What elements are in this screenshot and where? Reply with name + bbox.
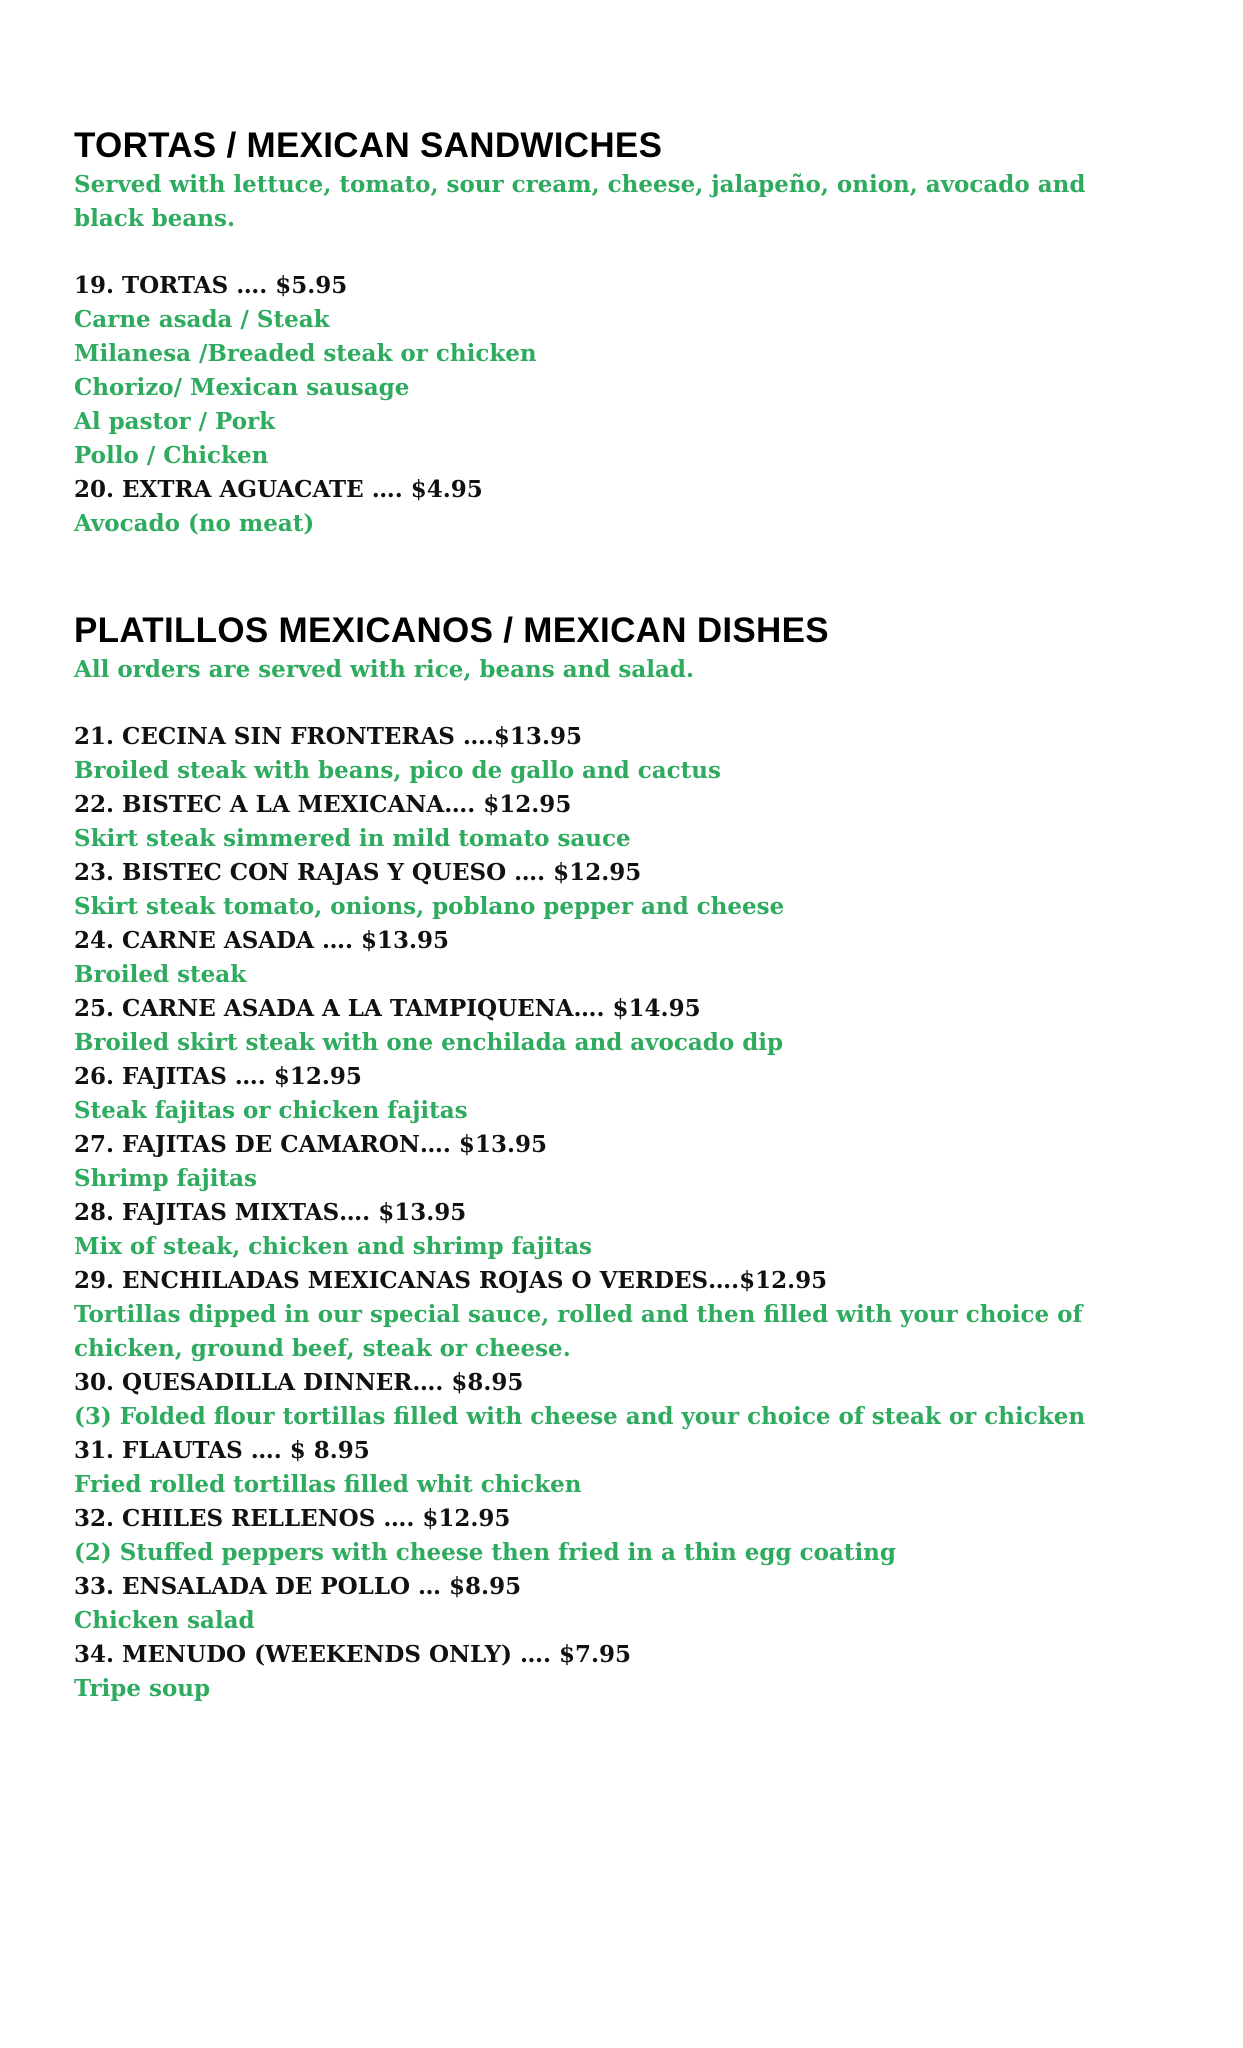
section-heading-tortas: TORTAS / MEXICAN SANDWICHES bbox=[74, 126, 663, 165]
menu-item-title: 29. ENCHILADAS MEXICANAS ROJAS O VERDES….$12.95 bbox=[74, 1267, 828, 1294]
menu-item-description: Fried rolled tortillas filled whit chicken bbox=[74, 1471, 582, 1498]
menu-item-title: 21. CECINA SIN FRONTERAS ….$13.95 bbox=[74, 723, 582, 750]
menu-item-title: 28. FAJITAS MIXTAS…. $13.95 bbox=[74, 1199, 467, 1226]
menu-item-description: Tortillas dipped in our special sauce, rolled and then filled with your choice of chicken, ground beef, steak or cheese. bbox=[74, 1301, 1083, 1362]
menu-item-description: Broiled steak with beans, pico de gallo and cactus bbox=[74, 757, 721, 784]
menu-item-description: Carne asada / Steak bbox=[74, 306, 330, 333]
menu-item-description: Milanesa /Breaded steak or chicken bbox=[74, 340, 537, 367]
menu-page bbox=[74, 124, 1174, 1706]
menu-item-title: 24. CARNE ASADA …. $13.95 bbox=[74, 927, 449, 954]
menu-item-title: 34. MENUDO (WEEKENDS ONLY) …. $7.95 bbox=[74, 1641, 632, 1668]
menu-item-title: 20. EXTRA AGUACATE …. $4.95 bbox=[74, 476, 483, 503]
menu-item-title: 33. ENSALADA DE POLLO … $8.95 bbox=[74, 1573, 522, 1600]
section-intro-platillos: All orders are served with rice, beans and salad. bbox=[74, 656, 695, 683]
menu-item-title: 27. FAJITAS DE CAMARON…. $13.95 bbox=[74, 1131, 547, 1158]
menu-item-description: Chicken salad bbox=[74, 1607, 255, 1634]
menu-item-title: 30. QUESADILLA DINNER…. $8.95 bbox=[74, 1369, 524, 1396]
menu-item-description: Avocado (no meat) bbox=[74, 510, 315, 537]
menu-item-description: (2) Stuffed peppers with cheese then fried in a thin egg coating bbox=[74, 1539, 896, 1566]
menu-item-title: 32. CHILES RELLENOS …. $12.95 bbox=[74, 1505, 511, 1532]
menu-item-title: 22. BISTEC A LA MEXICANA…. $12.95 bbox=[74, 791, 572, 818]
menu-item-description: Al pastor / Pork bbox=[74, 408, 276, 435]
menu-item-description: Broiled skirt steak with one enchilada and avocado dip bbox=[74, 1029, 784, 1056]
menu-item-description: Tripe soup bbox=[74, 1675, 211, 1702]
menu-item-description: Shrimp fajitas bbox=[74, 1165, 257, 1192]
section-heading-platillos: PLATILLOS MEXICANOS / MEXICAN DISHES bbox=[74, 611, 829, 650]
menu-item-title: 25. CARNE ASADA A LA TAMPIQUENA…. $14.95 bbox=[74, 995, 701, 1022]
tortas-items bbox=[74, 269, 1174, 541]
menu-item-description: Pollo / Chicken bbox=[74, 442, 269, 469]
menu-item-description: Skirt steak tomato, onions, poblano pepper and cheese bbox=[74, 893, 785, 920]
menu-item-description: Mix of steak, chicken and shrimp fajitas bbox=[74, 1233, 592, 1260]
menu-item-title: 23. BISTEC CON RAJAS Y QUESO …. $12.95 bbox=[74, 859, 642, 886]
menu-item-title: 26. FAJITAS …. $12.95 bbox=[74, 1063, 362, 1090]
menu-item-title: 31. FLAUTAS …. $ 8.95 bbox=[74, 1437, 370, 1464]
menu-item-description: Chorizo/ Mexican sausage bbox=[74, 374, 410, 401]
section-platillos bbox=[74, 609, 1174, 1706]
platillos-items bbox=[74, 720, 1174, 1706]
menu-item-description: Broiled steak bbox=[74, 961, 247, 988]
menu-item-description: (3) Folded flour tortillas filled with cheese and your choice of steak or chicken bbox=[74, 1403, 1086, 1430]
menu-item-description: Skirt steak simmered in mild tomato sauce bbox=[74, 825, 631, 852]
section-tortas bbox=[74, 124, 1174, 541]
menu-item-description: Steak fajitas or chicken fajitas bbox=[74, 1097, 468, 1124]
section-intro-tortas: Served with lettuce, tomato, sour cream, cheese, jalapeño, onion, avocado and black beans. bbox=[74, 171, 1086, 232]
menu-item-title: 19. TORTAS …. $5.95 bbox=[74, 272, 348, 299]
